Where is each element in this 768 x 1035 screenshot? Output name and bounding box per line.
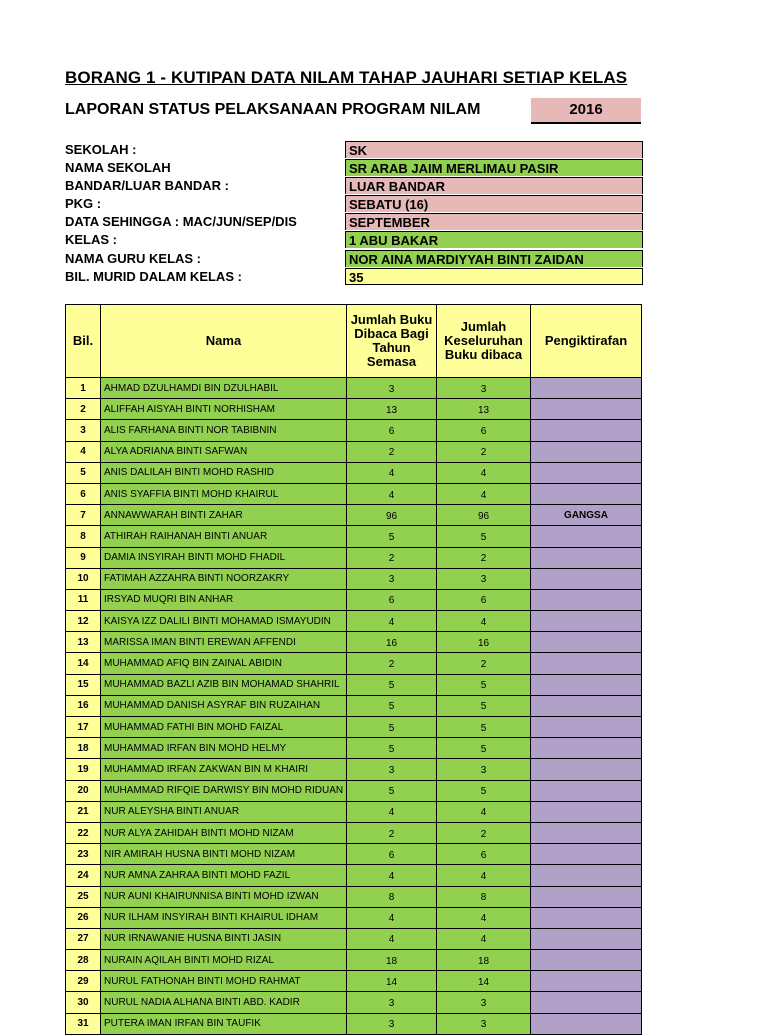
info-value[interactable]: 35: [345, 268, 643, 285]
books-total[interactable]: 4: [437, 865, 531, 886]
row-number: 16: [66, 695, 101, 716]
info-value[interactable]: SK: [345, 141, 643, 158]
recognition[interactable]: [531, 653, 642, 674]
books-total[interactable]: 3: [437, 378, 531, 399]
books-current-year[interactable]: 3: [347, 1013, 437, 1034]
row-number: 20: [66, 780, 101, 801]
books-total[interactable]: 5: [437, 526, 531, 547]
row-number: 4: [66, 441, 101, 462]
row-number: 17: [66, 717, 101, 738]
table-row: [66, 632, 642, 653]
recognition[interactable]: [531, 568, 642, 589]
table-row: [66, 568, 642, 589]
books-current-year[interactable]: 5: [347, 780, 437, 801]
row-number: 14: [66, 653, 101, 674]
table-row: [66, 759, 642, 780]
books-total[interactable]: 4: [437, 483, 531, 504]
books-current-year[interactable]: 5: [347, 674, 437, 695]
books-total[interactable]: 2: [437, 822, 531, 843]
row-number: 26: [66, 907, 101, 928]
books-current-year[interactable]: 5: [347, 695, 437, 716]
info-label: NAMA SEKOLAH: [65, 160, 171, 176]
info-value[interactable]: SEPTEMBER: [345, 213, 643, 230]
books-current-year[interactable]: 5: [347, 526, 437, 547]
student-name[interactable]: MUHAMMAD IRFAN BIN MOHD HELMY: [101, 738, 347, 759]
books-total[interactable]: 6: [437, 589, 531, 610]
form-title: BORANG 1 - KUTIPAN DATA NILAM TAHAP JAUHARI SETIAP KELAS: [65, 68, 628, 87]
student-table: [65, 304, 642, 1035]
info-label: DATA SEHINGGA : MAC/JUN/SEP/DIS: [65, 214, 297, 230]
books-total[interactable]: 18: [437, 950, 531, 971]
row-number: 25: [66, 886, 101, 907]
recognition[interactable]: [531, 674, 642, 695]
row-number: 6: [66, 483, 101, 504]
table-row: [66, 865, 642, 886]
books-current-year[interactable]: 16: [347, 632, 437, 653]
books-current-year[interactable]: 4: [347, 928, 437, 949]
student-name[interactable]: NURUL FATHONAH BINTI MOHD RAHMAT: [101, 971, 347, 992]
student-name[interactable]: NUR ILHAM INSYIRAH BINTI KHAIRUL IDHAM: [101, 907, 347, 928]
books-current-year[interactable]: 18: [347, 950, 437, 971]
recognition[interactable]: [531, 526, 642, 547]
books-total[interactable]: 13: [437, 399, 531, 420]
info-label: BANDAR/LUAR BANDAR :: [65, 178, 229, 194]
header-semasa: Jumlah Buku Dibaca Bagi Tahun Semasa: [347, 305, 437, 378]
books-current-year[interactable]: 3: [347, 378, 437, 399]
recognition[interactable]: [531, 441, 642, 462]
table-row: [66, 462, 642, 483]
recognition[interactable]: GANGSA: [531, 505, 642, 526]
student-name[interactable]: MUHAMMAD FATHI BIN MOHD FAIZAL: [101, 717, 347, 738]
student-name[interactable]: NUR ALEYSHA BINTI ANUAR: [101, 801, 347, 822]
books-current-year[interactable]: 5: [347, 717, 437, 738]
student-name[interactable]: DAMIA INSYIRAH BINTI MOHD FHADIL: [101, 547, 347, 568]
books-total[interactable]: 14: [437, 971, 531, 992]
books-total[interactable]: 4: [437, 907, 531, 928]
books-total[interactable]: 5: [437, 717, 531, 738]
books-total[interactable]: 16: [437, 632, 531, 653]
books-current-year[interactable]: 6: [347, 420, 437, 441]
books-current-year[interactable]: 8: [347, 886, 437, 907]
row-number: 7: [66, 505, 101, 526]
info-value[interactable]: SR ARAB JAIM MERLIMAU PASIR: [345, 159, 643, 176]
table-row: [66, 483, 642, 504]
row-number: 13: [66, 632, 101, 653]
books-total[interactable]: 2: [437, 441, 531, 462]
books-current-year[interactable]: 5: [347, 738, 437, 759]
books-current-year[interactable]: 4: [347, 462, 437, 483]
books-total[interactable]: 8: [437, 886, 531, 907]
books-total[interactable]: 6: [437, 844, 531, 865]
row-number: 2: [66, 399, 101, 420]
recognition[interactable]: [531, 483, 642, 504]
books-total[interactable]: 3: [437, 568, 531, 589]
books-total[interactable]: 5: [437, 780, 531, 801]
table-row: [66, 738, 642, 759]
books-total[interactable]: 3: [437, 759, 531, 780]
books-total[interactable]: 4: [437, 462, 531, 483]
table-row: [66, 780, 642, 801]
books-total[interactable]: 5: [437, 695, 531, 716]
recognition[interactable]: [531, 420, 642, 441]
books-total[interactable]: 3: [437, 1013, 531, 1034]
row-number: 18: [66, 738, 101, 759]
recognition[interactable]: [531, 907, 642, 928]
row-number: 1: [66, 378, 101, 399]
books-current-year[interactable]: 6: [347, 589, 437, 610]
books-current-year[interactable]: 2: [347, 547, 437, 568]
recognition[interactable]: [531, 844, 642, 865]
header-keseluruhan: Jumlah Keseluruhan Buku dibaca: [437, 305, 531, 378]
info-label: PKG :: [65, 196, 102, 212]
books-current-year[interactable]: 6: [347, 844, 437, 865]
books-current-year[interactable]: 3: [347, 759, 437, 780]
row-number: 9: [66, 547, 101, 568]
recognition[interactable]: [531, 589, 642, 610]
books-current-year[interactable]: 3: [347, 992, 437, 1013]
recognition[interactable]: [531, 865, 642, 886]
books-current-year[interactable]: 14: [347, 971, 437, 992]
student-name[interactable]: NURUL NADIA ALHANA BINTI ABD. KADIR: [101, 992, 347, 1013]
recognition[interactable]: [531, 611, 642, 632]
student-name[interactable]: KAISYA IZZ DALILI BINTI MOHAMAD ISMAYUDIN: [101, 611, 347, 632]
row-number: 11: [66, 589, 101, 610]
student-name[interactable]: NUR AUNI KHAIRUNNISA BINTI MOHD IZWAN: [101, 886, 347, 907]
books-total[interactable]: 5: [437, 738, 531, 759]
recognition[interactable]: [531, 717, 642, 738]
info-value[interactable]: NOR AINA MARDIYYAH BINTI ZAIDAN: [345, 250, 643, 267]
student-name[interactable]: MARISSA IMAN BINTI EREWAN AFFENDI: [101, 632, 347, 653]
student-name[interactable]: NUR ALYA ZAHIDAH BINTI MOHD NIZAM: [101, 822, 347, 843]
info-label: NAMA GURU KELAS :: [65, 250, 202, 266]
table-row: [66, 950, 642, 971]
student-name[interactable]: ANIS DALILAH BINTI MOHD RASHID: [101, 462, 347, 483]
recognition[interactable]: [531, 632, 642, 653]
row-number: 27: [66, 928, 101, 949]
recognition[interactable]: [531, 547, 642, 568]
header-pengiktirafan: Pengiktirafan: [531, 305, 642, 378]
table-row: [66, 611, 642, 632]
books-total[interactable]: 2: [437, 547, 531, 568]
table-row: [66, 547, 642, 568]
row-number: 5: [66, 462, 101, 483]
table-row: [66, 399, 642, 420]
books-current-year[interactable]: 4: [347, 801, 437, 822]
table-row: [66, 653, 642, 674]
row-number: 30: [66, 992, 101, 1013]
row-number: 10: [66, 568, 101, 589]
table-row: [66, 717, 642, 738]
recognition[interactable]: [531, 759, 642, 780]
student-name[interactable]: MUHAMMAD AFIQ BIN ZAINAL ABIDIN: [101, 653, 347, 674]
student-name[interactable]: ANNAWWARAH BINTI ZAHAR: [101, 505, 347, 526]
student-name[interactable]: NUR AMNA ZAHRAA BINTI MOHD FAZIL: [101, 865, 347, 886]
info-label: BIL. MURID DALAM KELAS :: [65, 268, 242, 284]
books-total[interactable]: 5: [437, 674, 531, 695]
report-subtitle: LAPORAN STATUS PELAKSANAAN PROGRAM NILAM: [65, 101, 481, 118]
books-total[interactable]: 4: [437, 928, 531, 949]
table-row: [66, 801, 642, 822]
student-name[interactable]: NUR IRNAWANIE HUSNA BINTI JASIN: [101, 928, 347, 949]
row-number: 8: [66, 526, 101, 547]
recognition[interactable]: [531, 738, 642, 759]
row-number: 29: [66, 971, 101, 992]
books-current-year[interactable]: 96: [347, 505, 437, 526]
header-bil: Bil.: [66, 305, 101, 378]
row-number: 12: [66, 611, 101, 632]
table-row: [66, 822, 642, 843]
table-row: [66, 907, 642, 928]
books-current-year[interactable]: 4: [347, 865, 437, 886]
recognition[interactable]: [531, 992, 642, 1013]
student-name[interactable]: NURAIN AQILAH BINTI MOHD RIZAL: [101, 950, 347, 971]
books-total[interactable]: 3: [437, 992, 531, 1013]
student-name[interactable]: MUHAMMAD IRFAN ZAKWAN BIN M KHAIRI: [101, 759, 347, 780]
student-name[interactable]: FATIMAH AZZAHRA BINTI NOORZAKRY: [101, 568, 347, 589]
student-name[interactable]: ATHIRAH RAIHANAH BINTI ANUAR: [101, 526, 347, 547]
recognition[interactable]: [531, 695, 642, 716]
recognition[interactable]: [531, 378, 642, 399]
year-field[interactable]: 2016: [531, 98, 641, 124]
row-number: 31: [66, 1013, 101, 1034]
recognition[interactable]: [531, 822, 642, 843]
table-row: [66, 844, 642, 865]
info-value[interactable]: SEBATU (16): [345, 195, 643, 212]
student-name[interactable]: ALYA ADRIANA BINTI SAFWAN: [101, 441, 347, 462]
books-current-year[interactable]: 2: [347, 441, 437, 462]
row-number: 15: [66, 674, 101, 695]
table-row: [66, 695, 642, 716]
books-current-year[interactable]: 4: [347, 611, 437, 632]
student-name[interactable]: MUHAMMAD DANISH ASYRAF BIN RUZAIHAN: [101, 695, 347, 716]
row-number: 21: [66, 801, 101, 822]
student-name[interactable]: MUHAMMAD BAZLI AZIB BIN MOHAMAD SHAHRIL: [101, 674, 347, 695]
recognition[interactable]: [531, 886, 642, 907]
row-number: 22: [66, 822, 101, 843]
row-number: 28: [66, 950, 101, 971]
books-current-year[interactable]: 2: [347, 653, 437, 674]
books-current-year[interactable]: 3: [347, 568, 437, 589]
table-row: [66, 589, 642, 610]
table-row: [66, 928, 642, 949]
books-current-year[interactable]: 2: [347, 822, 437, 843]
recognition[interactable]: [531, 928, 642, 949]
table-row: [66, 971, 642, 992]
student-name[interactable]: AHMAD DZULHAMDI BIN DZULHABIL: [101, 378, 347, 399]
info-label: SEKOLAH :: [65, 142, 137, 157]
table-row: [66, 505, 642, 526]
books-current-year[interactable]: 4: [347, 907, 437, 928]
student-name[interactable]: ANIS SYAFFIA BINTI MOHD KHAIRUL: [101, 483, 347, 504]
books-total[interactable]: 6: [437, 420, 531, 441]
books-current-year[interactable]: 13: [347, 399, 437, 420]
books-total[interactable]: 2: [437, 653, 531, 674]
recognition[interactable]: [531, 399, 642, 420]
books-total[interactable]: 4: [437, 801, 531, 822]
table-row: [66, 674, 642, 695]
row-number: 23: [66, 844, 101, 865]
student-name[interactable]: ALIS FARHANA BINTI NOR TABIBNIN: [101, 420, 347, 441]
recognition[interactable]: [531, 780, 642, 801]
student-name[interactable]: PUTERA IMAN IRFAN BIN TAUFIK: [101, 1013, 347, 1034]
recognition[interactable]: [531, 950, 642, 971]
books-total[interactable]: 96: [437, 505, 531, 526]
row-number: 19: [66, 759, 101, 780]
header-nama: Nama: [101, 305, 347, 378]
books-total[interactable]: 4: [437, 611, 531, 632]
student-name[interactable]: NIR AMIRAH HUSNA BINTI MOHD NIZAM: [101, 844, 347, 865]
table-row: [66, 378, 642, 399]
books-current-year[interactable]: 4: [347, 483, 437, 504]
info-value[interactable]: LUAR BANDAR: [345, 177, 643, 194]
info-value[interactable]: 1 ABU BAKAR: [345, 231, 643, 248]
student-name[interactable]: MUHAMMAD RIFQIE DARWISY BIN MOHD RIDUAN: [101, 780, 347, 801]
row-number: 3: [66, 420, 101, 441]
table-row: [66, 420, 642, 441]
table-row: [66, 992, 642, 1013]
student-name[interactable]: IRSYAD MUQRI BIN ANHAR: [101, 589, 347, 610]
recognition[interactable]: [531, 462, 642, 483]
table-row: [66, 886, 642, 907]
recognition[interactable]: [531, 801, 642, 822]
table-row: [66, 441, 642, 462]
student-name[interactable]: ALIFFAH AISYAH BINTI NORHISHAM: [101, 399, 347, 420]
table-row: [66, 526, 642, 547]
row-number: 24: [66, 865, 101, 886]
info-label: KELAS :: [65, 232, 117, 248]
recognition[interactable]: [531, 971, 642, 992]
